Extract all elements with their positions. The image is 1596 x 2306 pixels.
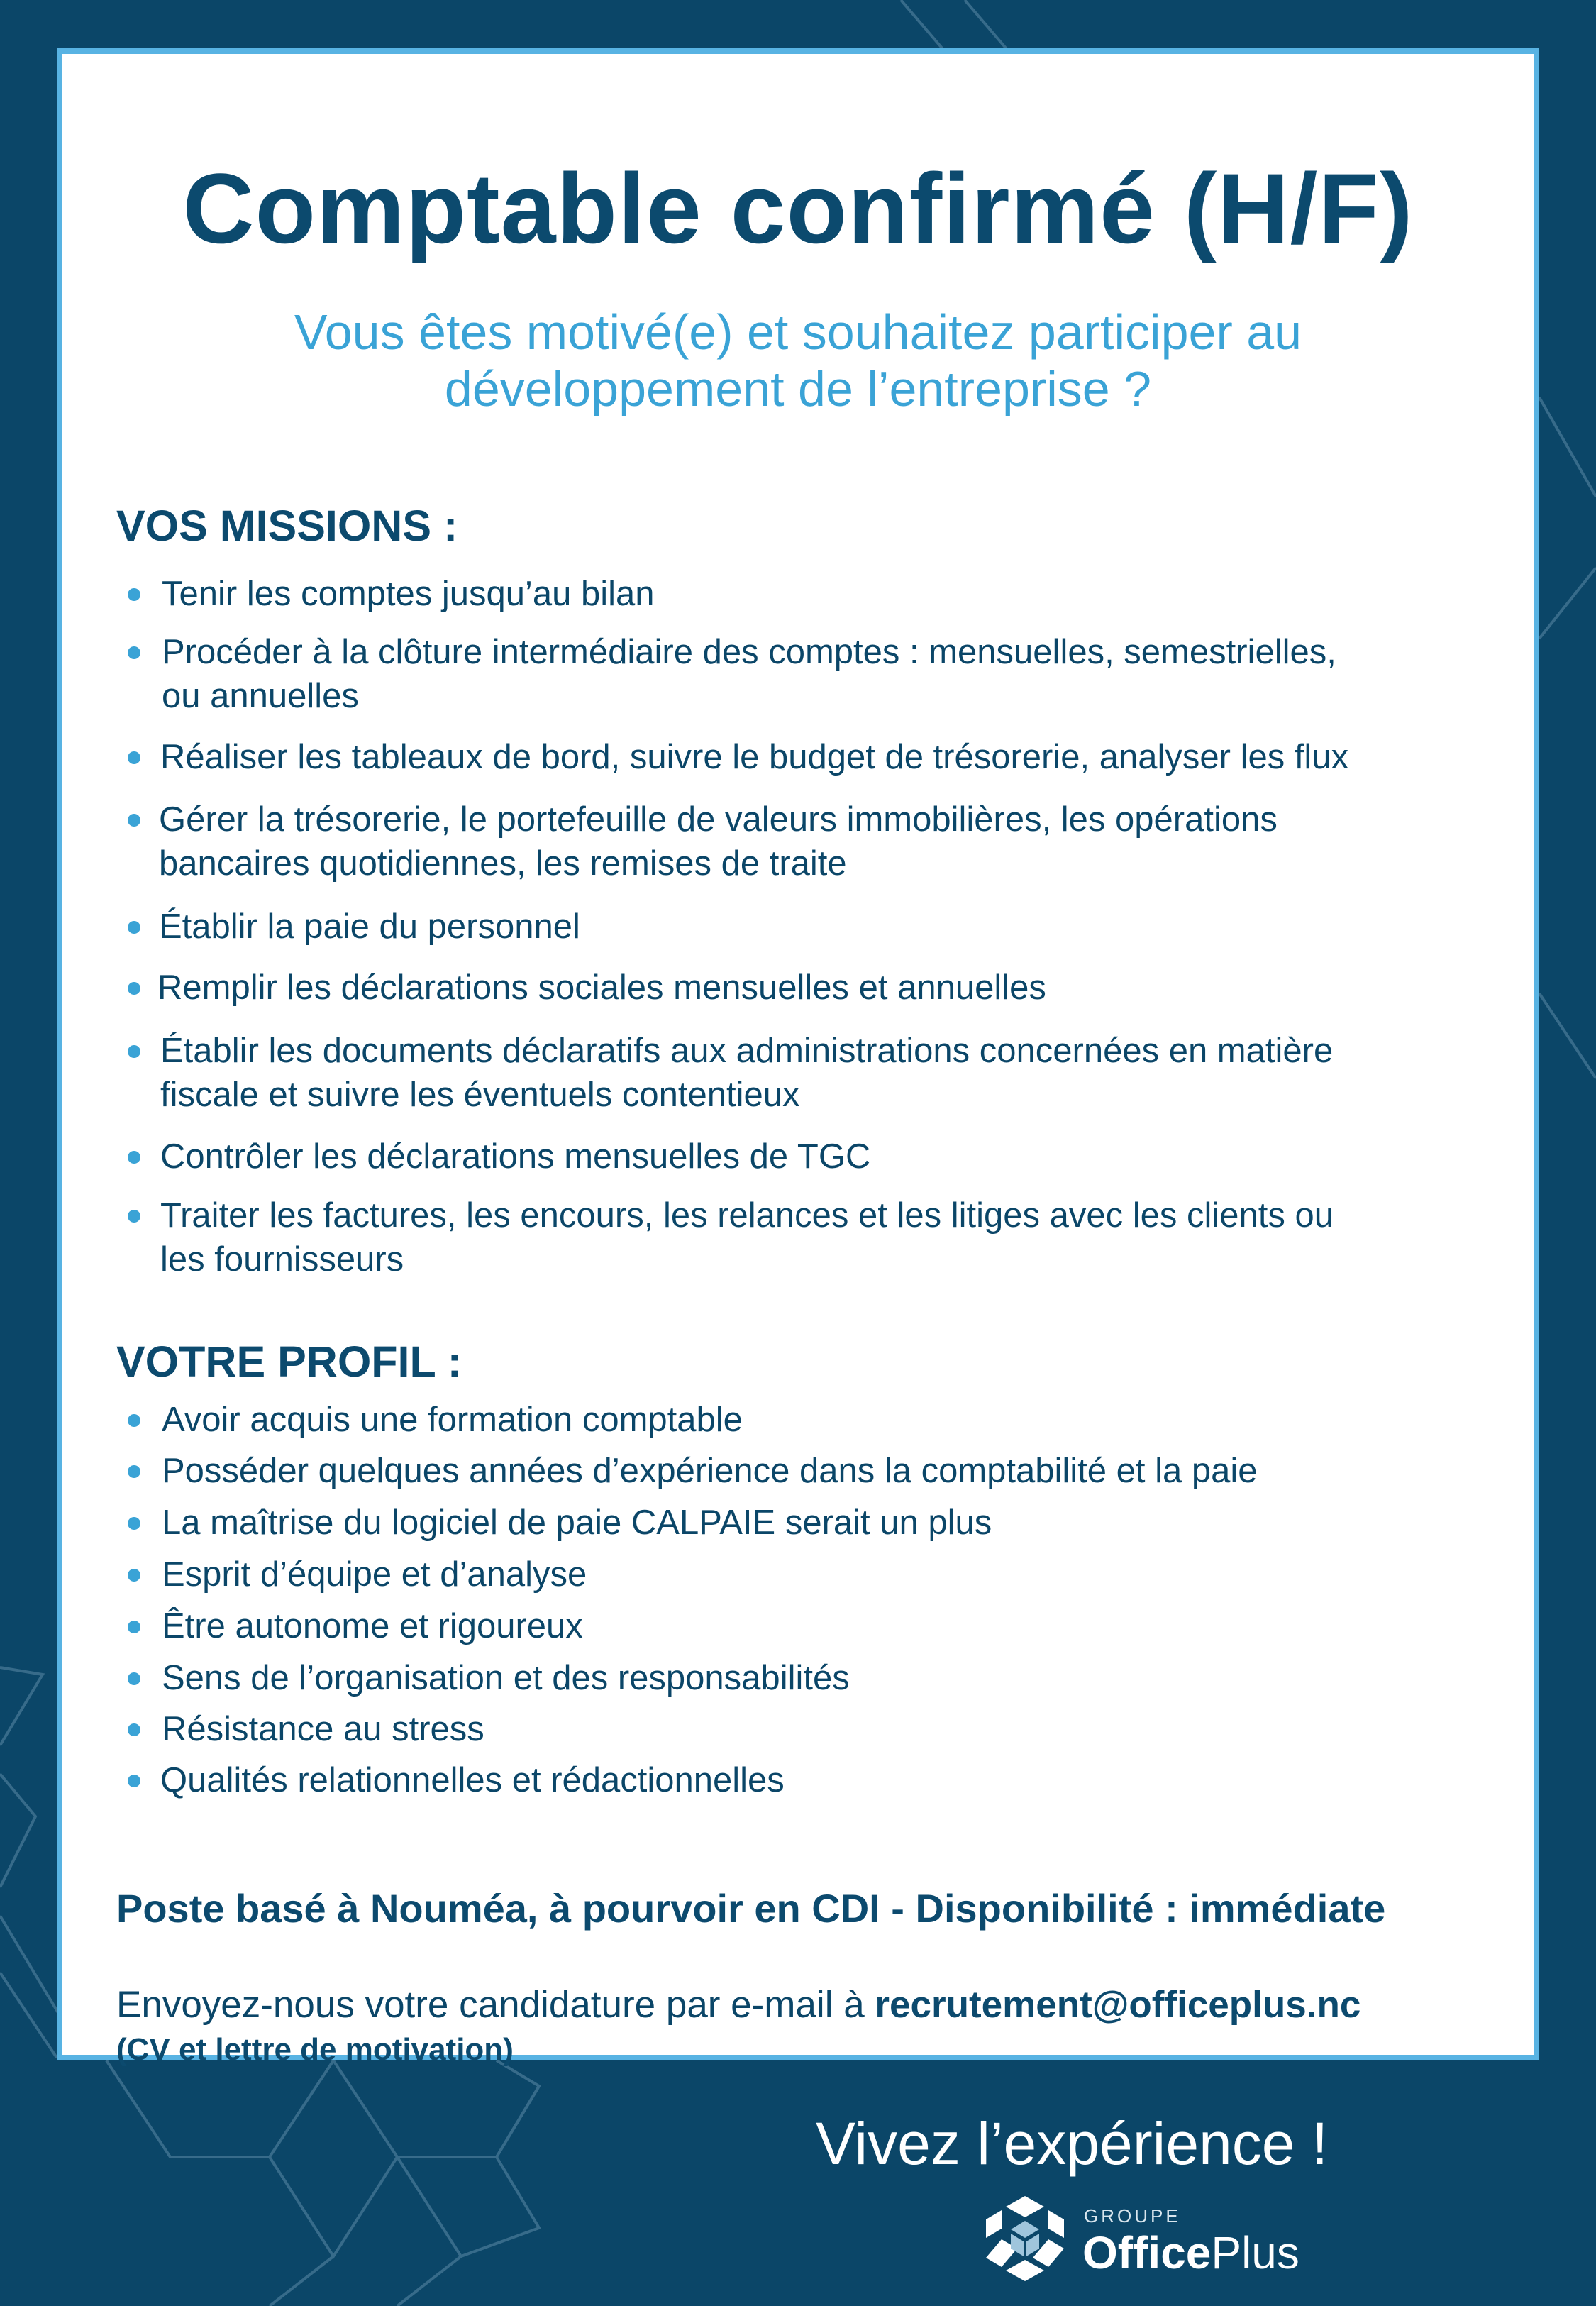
bullet-icon xyxy=(128,646,140,659)
bullet-icon xyxy=(128,1045,140,1058)
apply-text: Envoyez-nous votre candidature par e-mail à xyxy=(116,1984,875,2026)
apply-instructions xyxy=(116,1983,1361,2026)
bullet-icon xyxy=(128,1465,140,1478)
bullet-icon xyxy=(128,1569,140,1582)
missions-heading: VOS MISSIONS : xyxy=(116,502,458,550)
bullet-icon xyxy=(128,1210,140,1223)
bullet-icon xyxy=(128,751,140,764)
bullet-icon xyxy=(128,1414,140,1427)
job-subtitle xyxy=(62,304,1534,417)
bullet-icon xyxy=(128,1775,140,1787)
apply-note: (CV et lettre de motivation) xyxy=(116,2032,514,2067)
footer-tagline: Vivez l’expérience ! xyxy=(816,2110,1329,2177)
email-link[interactable]: recrutement@officeplus.nc xyxy=(875,1984,1361,2026)
bullet-icon xyxy=(128,982,140,995)
job-posting-card: Comptable confirmé (H/F) Vous êtes motivé(e) et souhaitez participer au développement de l’entreprise ? VOS MISSIONS : Tenir les comptes jusqu’au bilan Procéder à la clôture intermédiaire des comptes : mensuelles, semestrielles, ou annuelles Réaliser les tableaux de bord, suivre le budget de trésorerie, analyser les flux Gérer la trésorerie, le portefeuille de valeurs immobilières, les opérations bancaires quotidiennes, les remises de traite Établir la paie du personnel Remplir les déclarations sociales mensuelles et annuelles Établir les documents déclaratifs aux administrations concernées en matière fiscale et suivre les éventuels contentieux Contrôler les déclarations mensuelles de TGC Traiter les factures, les encours, les relances et les litiges avec les clients ou les fournisseurs VOTRE PROFIL : Avoir acquis une formation comptable Posséder quelques années d’expérience dans la comptabilité et la paie La maîtrise du logiciel de paie CALPAIE serait un plus Esprit d’équipe et d’analyse Être autonome et rigoureux Sens de l’organisation et des responsabilités Résistance au stress Qualités relationnelles et rédactionnelles Poste basé à Nouméa, à pourvoir en CDI - Disponibilité : immédiate Envoyez-nous votre candidature par e-mail à recrutement@officeplus.nc (CV et lettre de motivation) xyxy=(57,48,1539,2060)
bullet-icon xyxy=(128,1621,140,1633)
hexagon-cubes-icon xyxy=(979,2192,1071,2285)
bullet-icon xyxy=(128,1151,140,1164)
bullet-icon xyxy=(128,588,140,601)
subtitle-line-2: développement de l’entreprise ? xyxy=(444,361,1152,416)
bullet-icon xyxy=(128,1723,140,1736)
subtitle-line-1: Vous êtes motivé(e) et souhaitez participer au xyxy=(294,304,1302,360)
bullet-icon xyxy=(128,1517,140,1530)
officeplus-logo xyxy=(979,2192,1319,2292)
job-title: Comptable confirmé (H/F) xyxy=(182,153,1414,264)
job-location: Poste basé à Nouméa, à pourvoir en CDI - Disponibilité : immédiate xyxy=(116,1886,1386,1931)
bullet-icon xyxy=(128,921,140,934)
logo-name: OfficePlus xyxy=(1082,2227,1299,2278)
profile-heading: VOTRE PROFIL : xyxy=(116,1337,462,1386)
bullet-icon xyxy=(128,814,140,827)
logo-groupe-text: GROUPE xyxy=(1084,2205,1181,2227)
bullet-icon xyxy=(128,1672,140,1685)
